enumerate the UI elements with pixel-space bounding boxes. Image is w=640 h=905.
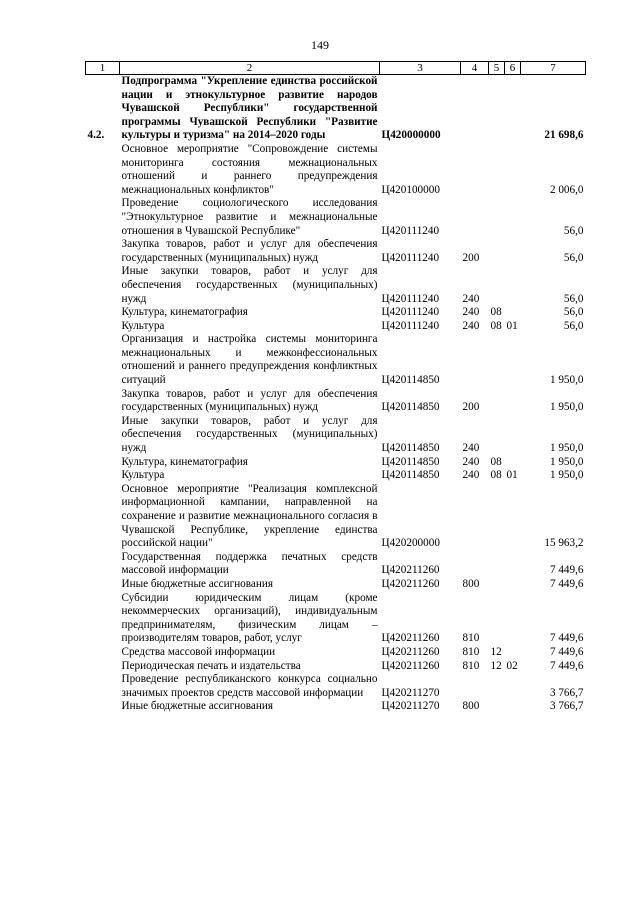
row-name: Иные закупки товаров, работ и услуг для обеспечения государственных (муниципальных) нужд — [121, 265, 378, 305]
row-expense-type: 240 — [462, 292, 480, 305]
row-code: Ц420111240 — [381, 319, 440, 332]
row-index — [86, 551, 120, 578]
row-subsection — [505, 265, 521, 306]
table-row — [86, 197, 586, 238]
table-header-row — [86, 62, 586, 75]
row-expense-type — [461, 673, 489, 700]
table-row — [86, 592, 586, 646]
row-index — [86, 388, 120, 415]
column-header: 5 — [489, 62, 505, 75]
row-name: Закупка товаров, работ и услуг для обеспечения государственных (муниципальных) нужд — [121, 387, 378, 414]
row-name: Проведение социологического исследования "Этнокультурное развитие и межнациональные отношения в Чувашской Республике" — [121, 197, 378, 237]
row-code: Ц420211260 — [381, 564, 440, 577]
row-amount: 21 698,6 — [544, 129, 584, 142]
row-index — [86, 592, 120, 646]
table-row — [86, 483, 586, 551]
row-index — [86, 469, 120, 483]
row-expense-type: 810 — [462, 632, 480, 645]
table-row — [86, 143, 586, 197]
row-name: Проведение республиканского конкурса социально значимых проектов средств массовой информации — [121, 673, 378, 699]
row-expense-type — [461, 197, 489, 238]
row-section — [489, 388, 505, 415]
table-row — [86, 551, 586, 578]
row-expense-type — [461, 143, 489, 197]
column-header: 3 — [380, 62, 461, 75]
row-subsection — [505, 646, 521, 660]
row-section — [489, 415, 505, 456]
row-section — [489, 333, 505, 387]
row-code: Ц420111240 — [381, 224, 440, 237]
row-subsection: 01 — [506, 469, 518, 482]
row-index — [86, 660, 120, 674]
row-expense-type: 800 — [462, 577, 480, 590]
row-amount: 7 449,6 — [549, 659, 584, 672]
row-amount: 56,0 — [563, 319, 584, 332]
row-amount: 1 950,0 — [549, 469, 584, 482]
row-name: Культура, кинематография — [121, 306, 248, 319]
table-row — [86, 660, 586, 674]
column-header: 7 — [521, 62, 586, 75]
row-subsection — [505, 75, 521, 143]
table-row — [86, 238, 586, 265]
row-amount: 1 950,0 — [549, 455, 584, 468]
row-amount: 7 449,6 — [549, 645, 584, 658]
row-index — [86, 646, 120, 660]
row-index — [86, 700, 120, 714]
row-code: Ц420211260 — [381, 632, 440, 645]
row-name: Периодическая печать и издательства — [121, 659, 301, 672]
row-index — [86, 578, 120, 592]
row-name: Подпрограмма "Укрепление единства российской нации и этнокультурное развитие народов Чувашской Республики" государственной программы Чувашской Республики "Развитие культуры и туризма" на 2014–2020 годы — [121, 75, 378, 142]
row-name: Государственная поддержка печатных средств массовой информации — [121, 550, 378, 577]
row-section — [489, 265, 505, 306]
row-section: 08 — [490, 455, 502, 468]
row-code: Ц420114850 — [381, 455, 440, 468]
row-amount: 2 006,0 — [549, 183, 584, 196]
row-amount: 7 449,6 — [549, 564, 584, 577]
row-section: 12 — [490, 645, 502, 658]
row-index — [86, 265, 120, 306]
row-code: Ц420000000 — [381, 129, 441, 142]
row-amount: 3 766,7 — [549, 700, 584, 713]
row-subsection — [505, 388, 521, 415]
row-index: 4.2. — [87, 129, 105, 142]
table-row — [86, 646, 586, 660]
row-index — [86, 673, 120, 700]
row-name: Иные бюджетные ассигнования — [121, 700, 273, 713]
row-expense-type: 800 — [462, 700, 480, 713]
row-code: Ц420114850 — [381, 469, 440, 482]
table-row — [86, 388, 586, 415]
row-section — [489, 483, 505, 551]
row-code: Ц420211260 — [381, 645, 440, 658]
table-row — [86, 306, 586, 320]
row-subsection — [505, 333, 521, 387]
row-name: Основное мероприятие "Сопровождение системы мониторинга состояния межнациональных отношений и раннего предупреждения межнациональных конфликтов" — [121, 142, 378, 196]
row-section — [489, 197, 505, 238]
table-row — [86, 333, 586, 387]
row-code: Ц420111240 — [381, 251, 440, 264]
row-section — [489, 551, 505, 578]
row-section — [489, 143, 505, 197]
column-header: 4 — [461, 62, 489, 75]
row-subsection — [505, 673, 521, 700]
column-header: 6 — [505, 62, 521, 75]
row-amount: 15 963,2 — [544, 537, 584, 550]
row-name: Основное мероприятие "Реализация комплексной информационной кампании, направленной на сохранение и развитие межнационального согласия в Чувашской Республике, укрепление единства российской нации" — [121, 482, 378, 550]
table-row — [86, 415, 586, 456]
row-name: Иные бюджетные ассигнования — [121, 577, 273, 590]
row-expense-type: 810 — [462, 645, 480, 658]
row-index — [86, 238, 120, 265]
row-expense-type — [461, 75, 489, 143]
row-section — [489, 238, 505, 265]
row-code: Ц420114850 — [381, 374, 440, 387]
row-expense-type: 240 — [462, 306, 480, 319]
table-row — [86, 673, 586, 700]
row-subsection — [505, 306, 521, 320]
row-code: Ц420114850 — [381, 442, 440, 455]
row-subsection — [505, 592, 521, 646]
row-expense-type: 240 — [462, 442, 480, 455]
row-code: Ц420211270 — [381, 686, 440, 699]
row-section: 12 — [490, 659, 502, 672]
row-name: Организация и настройка системы мониторинга межнациональных и межконфессиональных отношений и раннего предупреждения конфликтных ситуаций — [121, 333, 378, 387]
row-expense-type — [461, 483, 489, 551]
row-expense-type — [461, 551, 489, 578]
row-code: Ц420100000 — [381, 183, 440, 196]
table-row — [86, 700, 586, 714]
row-subsection — [505, 456, 521, 470]
row-section — [489, 673, 505, 700]
table-row — [86, 469, 586, 483]
row-name: Закупка товаров, работ и услуг для обеспечения государственных (муниципальных) нужд — [121, 238, 378, 264]
row-subsection — [505, 578, 521, 592]
row-name: Иные закупки товаров, работ и услуг для обеспечения государственных (муниципальных) нужд — [121, 414, 378, 455]
row-code: Ц420114850 — [381, 401, 440, 414]
row-subsection: 02 — [506, 659, 518, 672]
row-name: Субсидии юридическим лицам (кроме некоммерческих организаций), индивидуальным предпринимателям, физическим лицам – производителям товаров, работ, услуг — [121, 591, 378, 645]
row-amount: 56,0 — [563, 224, 584, 237]
budget-table — [85, 61, 586, 714]
row-expense-type: 240 — [462, 469, 480, 482]
row-expense-type — [461, 333, 489, 387]
row-index — [86, 415, 120, 456]
row-expense-type: 240 — [462, 455, 480, 468]
row-subsection — [505, 197, 521, 238]
row-section — [489, 578, 505, 592]
row-amount: 56,0 — [563, 306, 584, 319]
row-section — [489, 700, 505, 714]
row-code: Ц420211260 — [381, 659, 440, 672]
table-row — [86, 578, 586, 592]
row-name: Культура — [121, 469, 165, 482]
row-section: 08 — [490, 306, 502, 319]
row-name: Культура — [121, 319, 165, 332]
row-subsection — [505, 700, 521, 714]
row-amount: 1 950,0 — [549, 401, 584, 414]
table-row — [86, 320, 586, 334]
row-code: Ц420211260 — [381, 577, 440, 590]
row-name: Средства массовой информации — [121, 645, 276, 658]
row-code: Ц420111240 — [381, 306, 440, 319]
row-expense-type: 810 — [462, 659, 480, 672]
row-subsection — [505, 238, 521, 265]
row-amount: 1 950,0 — [549, 374, 584, 387]
row-expense-type: 200 — [462, 401, 480, 414]
row-subsection — [505, 143, 521, 197]
row-section: 08 — [490, 319, 502, 332]
table-row — [86, 75, 586, 143]
row-amount: 56,0 — [563, 251, 584, 264]
row-index — [86, 483, 120, 551]
column-header: 1 — [86, 62, 120, 75]
row-index — [86, 143, 120, 197]
row-index — [86, 333, 120, 387]
row-code: Ц420211270 — [381, 700, 440, 713]
row-code: Ц420111240 — [381, 292, 440, 305]
row-amount: 56,0 — [563, 292, 584, 305]
row-subsection — [505, 551, 521, 578]
row-index — [86, 197, 120, 238]
row-section — [489, 75, 505, 143]
row-amount: 1 950,0 — [549, 442, 584, 455]
row-amount: 7 449,6 — [549, 577, 584, 590]
row-index — [86, 320, 120, 334]
row-section — [489, 592, 505, 646]
row-subsection: 01 — [506, 319, 518, 332]
row-expense-type: 200 — [462, 251, 480, 264]
row-name: Культура, кинематография — [121, 455, 248, 468]
row-index — [86, 306, 120, 320]
table-row — [86, 456, 586, 470]
column-header: 2 — [120, 62, 380, 75]
row-subsection — [505, 483, 521, 551]
row-amount: 7 449,6 — [549, 632, 584, 645]
row-index — [86, 456, 120, 470]
row-expense-type: 240 — [462, 319, 480, 332]
row-section: 08 — [490, 469, 502, 482]
row-subsection — [505, 415, 521, 456]
page-number: 149 — [311, 38, 329, 52]
row-code: Ц420200000 — [381, 537, 440, 550]
row-amount: 3 766,7 — [549, 686, 584, 699]
table-row — [86, 265, 586, 306]
